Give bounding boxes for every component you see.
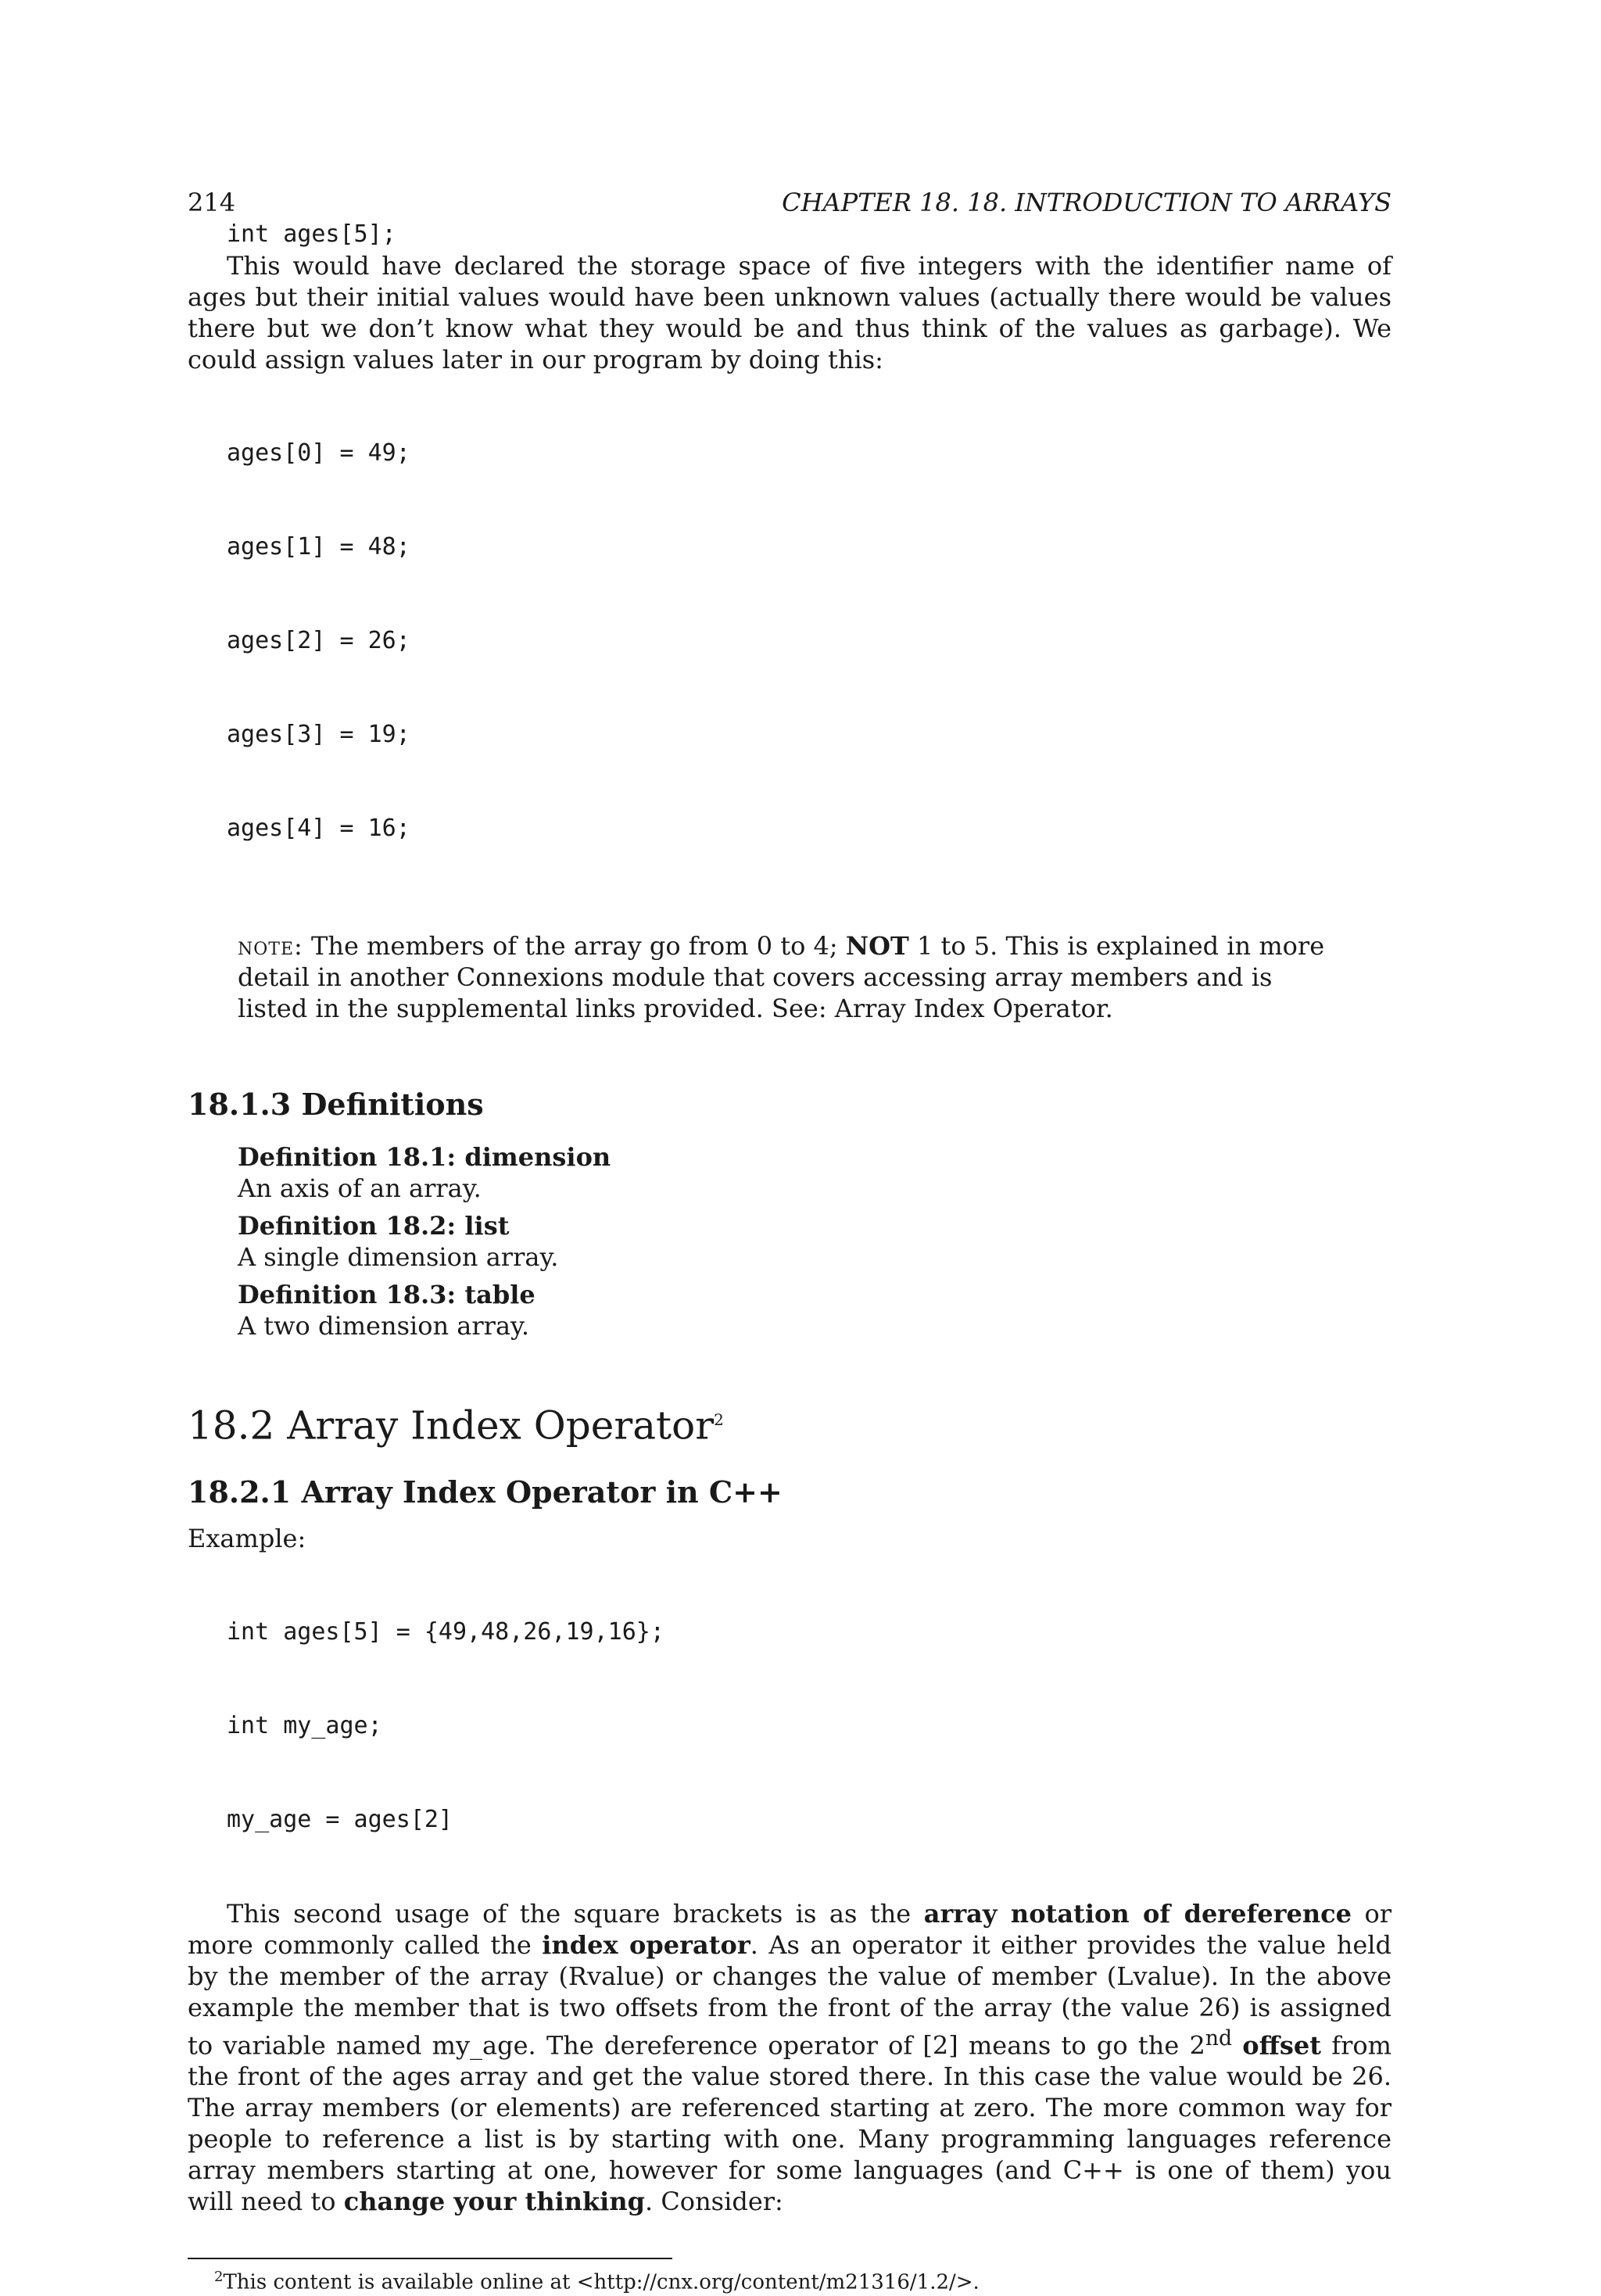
code-assignments (227, 375, 1391, 907)
text-run: This second usage of the square brackets is as the (227, 1898, 924, 1929)
subsection-title: 18.2.1 Array Index Operator in C++ (188, 1474, 783, 1510)
bold-term: offset (1242, 2030, 1322, 2061)
code-line: int ages[5] = {49,48,26,19,16}; (227, 1617, 664, 1646)
ordinal-superscript: nd (1205, 2026, 1233, 2051)
definition-term: Definition 18.3: table (238, 1280, 535, 1309)
bold-term: index operator (542, 1929, 750, 1960)
code-line: ages[0] = 49; (227, 439, 410, 467)
text-run: . Consider: (644, 2187, 783, 2217)
section-title (188, 1396, 1391, 1449)
example-label: Example: (188, 1523, 306, 1553)
section-title-text: 18.2 Array Index Operator (188, 1402, 715, 1449)
page-number: 214 (188, 188, 236, 217)
definition-text: An axis of an array. (238, 1173, 482, 1203)
code-example (227, 1554, 1391, 1898)
note-text-after: 1 to 5. This is explained in more detail in another Connexions module that covers accessing array members and is listed in the supplemental links provided. See: Array Index Operator. (238, 931, 1325, 1023)
footnote-text: This content is available online at <http://cnx.org/content/m21316/1.2/>. (223, 2270, 980, 2294)
definition-text: A two dimension array. (238, 1311, 530, 1341)
document-page (188, 188, 1391, 2296)
code-line: ages[4] = 16; (227, 815, 410, 842)
note-label: note: (238, 931, 303, 961)
text-run: from the front of the ages array and get the value stored there. In this case the value would be 26. The array members (or elements) are referenced starting at zero. The more common way for people to reference a list is by starting with one. Many programming languages reference array members starting at one, however for some languages (and C++ is one of them) you will need to (188, 2030, 1392, 2217)
paragraph-storage: This would have declared the storage space of five integers with the identifier name of ages but their initial values would have been unknown values (actually there would be values there but we don’t know what they would be and thus think of the values as garbage). We could assign values later in our program by doing this: (188, 251, 1391, 374)
code-line: ages[2] = 26; (227, 627, 410, 654)
code-line: my_age = ages[2] (227, 1805, 453, 1833)
footnote-rule (188, 2258, 672, 2259)
definition-term: Definition 18.2: list (238, 1211, 510, 1241)
footnote (214, 2264, 1391, 2296)
bold-term: change your thinking (343, 2187, 645, 2217)
code-line: ages[1] = 48; (227, 533, 410, 561)
running-header (188, 188, 1391, 219)
definition-term: Definition 18.1: dimension (238, 1142, 611, 1172)
code-line: int ages[5]; (227, 220, 396, 248)
chapter-title: CHAPTER 18. 18. INTRODUCTION TO ARRAYS (782, 188, 1391, 217)
note-emphasis: NOT (845, 931, 909, 961)
note-text-before: The members of the array go from 0 to 4; (303, 931, 846, 961)
paragraph-index-operator (188, 1898, 1391, 2218)
footnote-mark: 2 (714, 1410, 724, 1429)
code-declaration (227, 219, 1391, 250)
text-run: or more commonly called the (188, 1898, 1392, 1960)
text-run: . As an operator it either provides the value held by the member of the array (Rvalue) or changes the value of member (Lvalue). In the above example the member that is two offsets from the front of the array (the value 26) is assigned to variable named my_age. The dereference operator of [2] means to go the 2 (188, 1929, 1392, 2061)
footnote-number: 2 (214, 2269, 224, 2286)
code-line: ages[3] = 19; (227, 721, 410, 748)
bold-term: array notation of dereference (923, 1898, 1352, 1929)
definition-text: A single dimension array. (238, 1242, 559, 1272)
code-line: int my_age; (227, 1711, 382, 1739)
definitions-list (238, 1141, 1391, 1341)
definitions-heading: 18.1.3 Definitions (188, 1087, 484, 1122)
note-box (238, 930, 1345, 1024)
